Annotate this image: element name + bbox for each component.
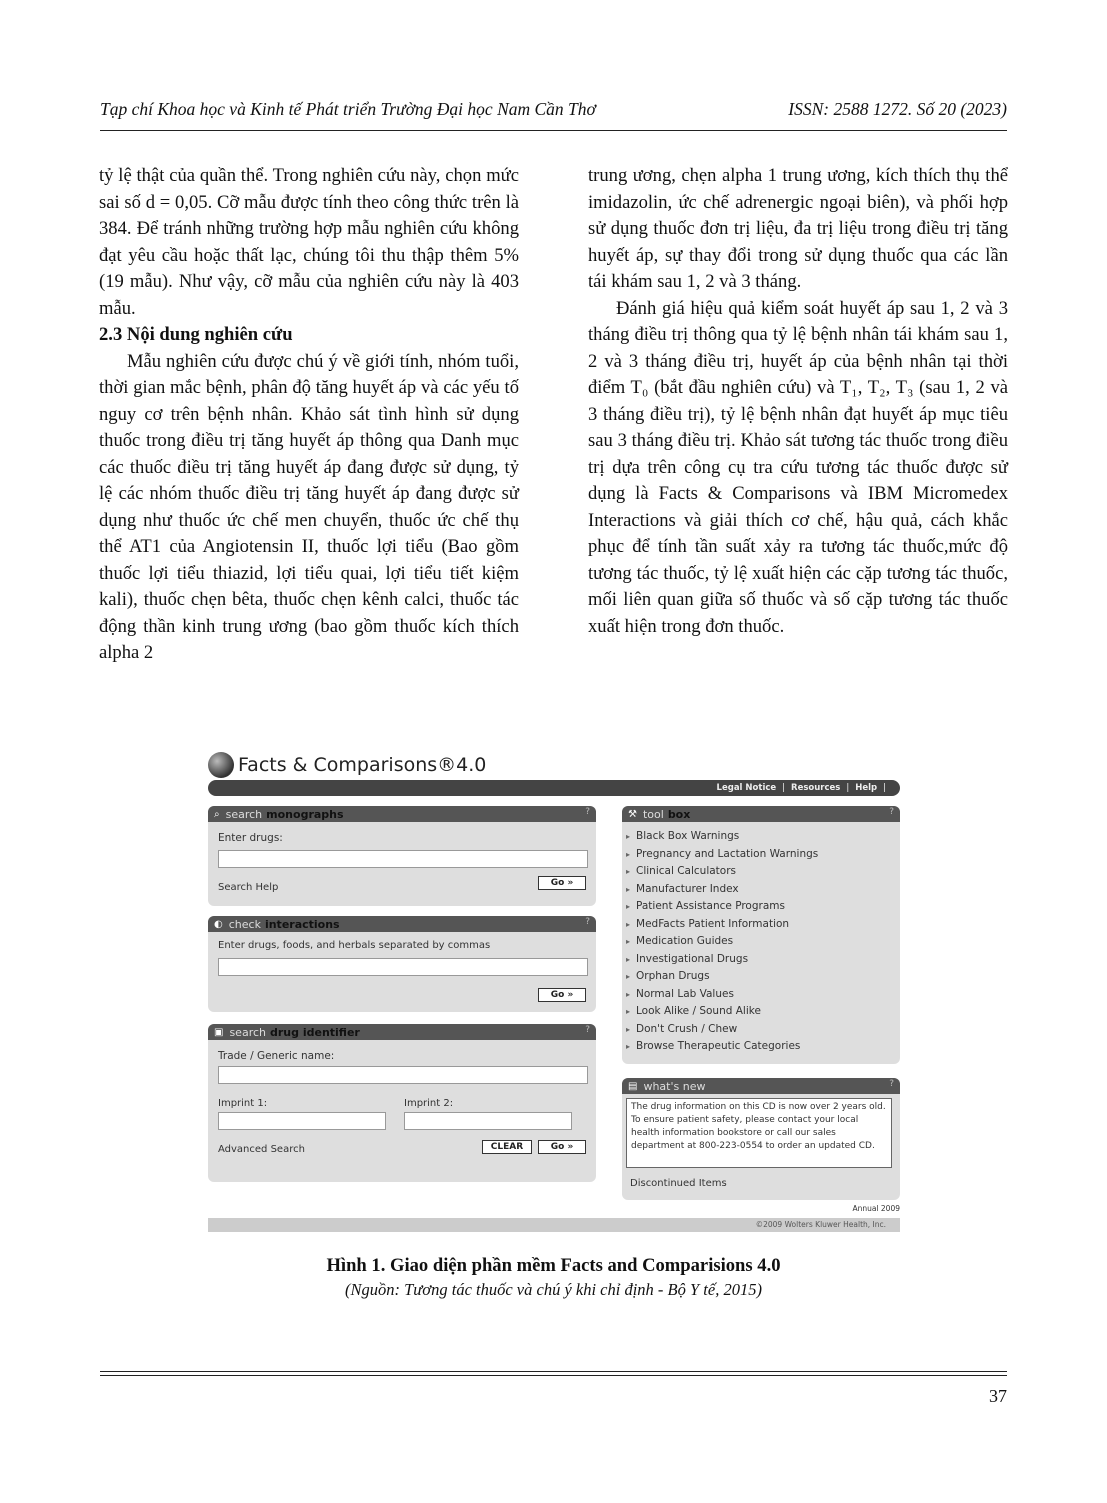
pill-icon: ◐ <box>214 918 223 930</box>
app-logo <box>208 750 486 780</box>
panel-header-prefix: search <box>229 1025 266 1039</box>
panel-header-bold: box <box>667 807 691 821</box>
nav-legal-notice[interactable]: Legal Notice <box>716 783 777 793</box>
panel-header-prefix: tool <box>642 807 664 821</box>
right-column <box>588 163 1008 640</box>
panel-header-prefix: what's new <box>643 1079 706 1093</box>
go-button[interactable]: Go » <box>538 1140 586 1154</box>
imprint1-label: Imprint 1: <box>218 1098 268 1109</box>
toolbox-item[interactable]: ▸ Pregnancy and Lactation Warnings <box>626 846 818 864</box>
help-question-icon[interactable]: ? <box>889 807 894 817</box>
wrench-icon: ⚒ <box>628 808 637 820</box>
paragraph: tỷ lệ thật của quần thể. Trong nghiên cứu này, chọn mức sai số d = 0,05. Cỡ mẫu được tính theo công thức trên là 384. Để tránh những trường hợp mẫu nghiên cứu không đạt yêu cầu hoặc thất lạc, chúng tôi thu thập thêm 5% (19 mẫu). Như vậy, cỡ mẫu của nghiên cứu này là 403 mẫu. <box>99 165 519 319</box>
drug-identifier-panel <box>208 1024 596 1182</box>
top-nav <box>208 780 900 796</box>
toolbox-list <box>626 828 818 1056</box>
toolbox-item[interactable]: ▸ Patient Assistance Programs <box>626 898 818 916</box>
panel-header <box>208 1024 596 1040</box>
panel-header-prefix: search <box>225 807 263 821</box>
copyright-bar: ©2009 Wolters Kluwer Health, Inc. <box>208 1218 900 1232</box>
imprint1-input[interactable] <box>218 1112 386 1130</box>
interactions-input[interactable] <box>218 958 588 976</box>
footer-rule <box>100 1375 1007 1376</box>
header-rule <box>100 130 1007 131</box>
help-question-icon[interactable]: ? <box>585 917 590 927</box>
toolbox-item[interactable]: ▸ MedFacts Patient Information <box>626 916 818 934</box>
figure-source: (Nguồn: Tương tác thuốc và chú ý khi chỉ định - Bộ Y tế, 2015) <box>345 1280 762 1299</box>
toolbox-item[interactable]: ▸ Clinical Calculators <box>626 863 818 881</box>
search-monographs-panel <box>208 806 596 906</box>
running-header <box>100 99 1007 120</box>
footer-rule <box>100 1371 1007 1372</box>
news-icon: ▤ <box>628 1080 638 1092</box>
toolbox-item[interactable]: ▸ Browse Therapeutic Categories <box>626 1038 818 1056</box>
panel-header-bold: drug identifier <box>270 1025 360 1039</box>
toolbox-item[interactable]: ▸ Black Box Warnings <box>626 828 818 846</box>
magnifier-icon: ⌕ <box>214 808 220 820</box>
edition-label: Annual 2009 <box>852 1204 900 1213</box>
advanced-search-link[interactable]: Advanced Search <box>218 1144 305 1155</box>
toolbox-item[interactable]: ▸ Look Alike / Sound Alike <box>626 1003 818 1021</box>
panel-header <box>622 806 900 822</box>
panel-header-prefix: check <box>228 917 261 931</box>
paragraph: Đánh giá hiệu quả kiểm soát huyết áp sau 1, 2 và 3 tháng điều trị thông qua tỷ lệ bệnh nhân tái khám sau 1, 2 và 3 tháng điều trị, huyết áp của bệnh nhân tại thời điểm T₀ (bắt đầu nghiên cứu) và T₁, T₂, T₃ (sau 1, 2 và 3 tháng điều trị), tỷ lệ bệnh nhân đạt huyết áp mục tiêu sau 3 tháng điều trị. Khảo sát tương tác thuốc trong điều trị dựa trên công cụ tra cứu tương tác thuốc được sử dụng là Facts & Comparisons và IBM Micromedex Interactions và giải thích cơ chế, hậu quả, cách khắc phục để tính tần suất xảy ra tương tác thuốc,mức độ tương tác thuốc, tỷ lệ xuất hiện các cặp tương tác thuốc, mối liên quan giữa số thuốc và số cặp tương tác thuốc xuất hiện trong đơn thuốc. <box>588 297 1008 637</box>
id-card-icon: ▣ <box>214 1026 224 1038</box>
toolbox-item[interactable]: ▸ Orphan Drugs <box>626 968 818 986</box>
nav-resources[interactable]: Resources <box>791 783 841 793</box>
help-question-icon[interactable]: ? <box>889 1079 894 1089</box>
page-number: 37 <box>989 1386 1007 1406</box>
paragraph: trung ương, chẹn alpha 1 trung ương, kích thích thụ thể imidazolin, ức chế adrenergic ngoại biên), và phối hợp sử dụng thuốc đơn trị liệu, đa trị liệu trong điều trị tăng huyết áp, sự thay đổi trong sử dụng thuốc qua các lần tái khám sau 1, 2 và 3 tháng. <box>588 165 1008 292</box>
panel-header-bold: monographs <box>266 807 344 821</box>
panel-header <box>208 806 596 822</box>
journal-title: Tạp chí Khoa học và Kinh tế Phát triển Trường Đại học Nam Cần Thơ <box>100 99 596 119</box>
panel-header <box>208 916 596 932</box>
issn: ISSN: 2588 1272. Số 20 (2023) <box>788 99 1007 119</box>
paragraph: Mẫu nghiên cứu được chú ý về giới tính, nhóm tuổi, thời gian mắc bệnh, phân độ tăng huyết áp và các yếu tố nguy cơ trên bệnh nhân. Khảo sát tình hình sử dụng thuốc trong điều trị tăng huyết áp thông qua Danh mục các thuốc điều trị tăng huyết áp đang được sử dụng, tỷ lệ các nhóm thuốc điều trị tăng huyết áp đang được sử dụng như thuốc ức chế men chuyển, thuốc ức chế thụ thể AT1 của Angiotensin II, thuốc lợi tiểu (Bao gồm thuốc lợi tiểu thiazid, lợi tiểu quai, lợi tiểu tiết kiệm kali), thuốc chẹn bêta, thuốc chẹn kênh calci, thuốc tác động thần kinh trung ương (bao gồm thuốc kích thích alpha 2 <box>99 350 519 663</box>
toolbox-item[interactable]: ▸ Manufacturer Index <box>626 881 818 899</box>
enter-drugs-label: Enter drugs: <box>218 832 283 844</box>
news-text: The drug information on this CD is now over 2 years old. To ensure patient safety, please contact your local health information bookstore or call our sales department at 800-223-0554 to order an updated CD. <box>626 1098 892 1168</box>
nav-separator: | <box>846 783 850 793</box>
nav-help[interactable]: Help <box>855 783 878 793</box>
trade-name-label: Trade / Generic name: <box>218 1050 335 1062</box>
imprint2-label: Imprint 2: <box>404 1098 454 1109</box>
imprint2-input[interactable] <box>404 1112 572 1130</box>
toolbox-item[interactable]: ▸ Normal Lab Values <box>626 986 818 1004</box>
nav-separator: | <box>782 783 786 793</box>
logo-text: Facts & Comparisons®4.0 <box>238 754 487 776</box>
left-column <box>99 163 519 667</box>
help-question-icon[interactable]: ? <box>585 807 590 817</box>
nav-separator: | <box>883 783 886 793</box>
help-question-icon[interactable]: ? <box>585 1025 590 1035</box>
check-interactions-panel <box>208 916 596 1012</box>
discontinued-items-link[interactable]: Discontinued Items <box>630 1178 727 1189</box>
enter-interactions-label: Enter drugs, foods, and herbals separated by commas <box>218 940 491 951</box>
clear-button[interactable]: CLEAR <box>482 1140 532 1154</box>
section-heading: 2.3 Nội dung nghiên cứu <box>99 324 293 345</box>
figure-caption: Hình 1. Giao diện phần mềm Facts and Comparisions 4.0 <box>326 1255 781 1276</box>
globe-icon <box>208 752 234 778</box>
go-button[interactable]: Go » <box>538 988 586 1002</box>
go-button[interactable]: Go » <box>538 876 586 890</box>
figure-screenshot <box>206 746 902 1236</box>
whats-new-panel <box>622 1078 900 1200</box>
toolbox-item[interactable]: ▸ Investigational Drugs <box>626 951 818 969</box>
toolbox-item[interactable]: ▸ Medication Guides <box>626 933 818 951</box>
panel-header <box>622 1078 900 1094</box>
toolbox-item[interactable]: ▸ Don't Crush / Chew <box>626 1021 818 1039</box>
drugs-search-input[interactable] <box>218 850 588 868</box>
toolbox-panel <box>622 806 900 1064</box>
panel-header-bold: interactions <box>264 917 340 931</box>
trade-name-input[interactable] <box>218 1066 588 1084</box>
search-help-link[interactable]: Search Help <box>218 882 279 893</box>
